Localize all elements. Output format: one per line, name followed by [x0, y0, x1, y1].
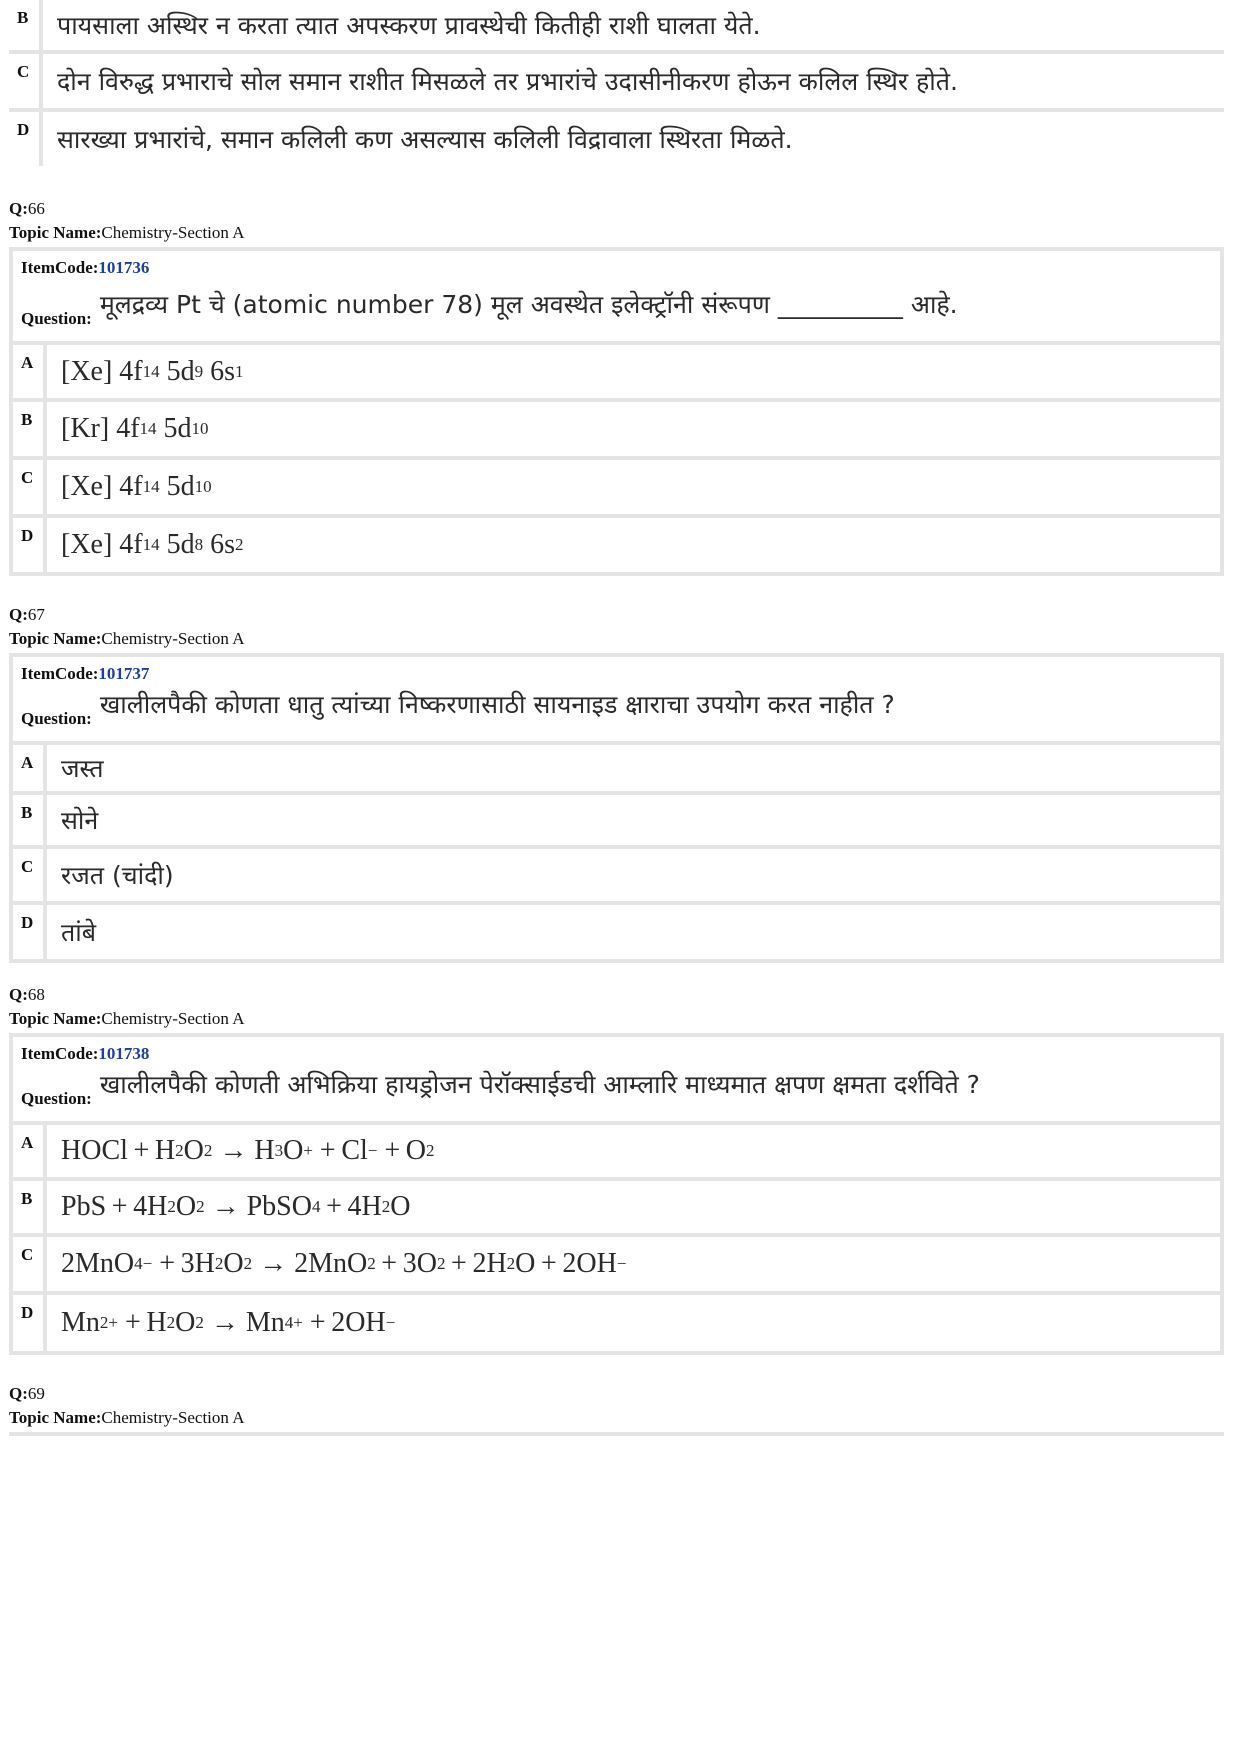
item-code: ItemCode:101737: [21, 664, 150, 683]
option-text: [Xe] 4f 14 5d 8 6s 2: [47, 518, 1220, 572]
question-text: खालीलपैकी कोणती अभिक्रिया हायड्रोजन पेरॉक्साईडची आम्लारि माध्यमात क्षपण क्षमता दर्शविते ?: [99, 1070, 980, 1099]
option-label: A: [13, 745, 43, 791]
option-row[interactable]: [9, 0, 1224, 50]
topic-name: Topic Name:Chemistry-Section A: [9, 1009, 245, 1028]
option-row[interactable]: [13, 345, 1220, 398]
option-text: [Xe] 4f 14 5d 9 6s 1: [47, 345, 1220, 398]
question-66-block: [9, 247, 1224, 576]
option-label: B: [13, 1181, 43, 1233]
option-label: C: [13, 1237, 43, 1291]
question-text: खालीलपैकी कोणता धातु त्यांच्या निष्करणासाठी सायनाइड क्षाराचा उपयोग करत नाहीत ?: [99, 690, 895, 719]
option-label: D: [9, 112, 39, 166]
section-divider: [9, 1432, 1224, 1436]
topic-name: Topic Name:Chemistry-Section A: [9, 223, 245, 242]
option-row[interactable]: [13, 905, 1220, 959]
option-row[interactable]: [13, 518, 1220, 572]
question-67-block: [9, 653, 1224, 963]
option-label: C: [13, 460, 43, 514]
option-label: C: [9, 54, 39, 108]
option-row[interactable]: [13, 1125, 1220, 1177]
option-text: सारख्या प्रभारांचे, समान कलिली कण असल्यास कलिली विद्रावाला स्थिरता मिळते.: [43, 112, 1224, 166]
option-text: दोन विरुद्ध प्रभाराचे सोल समान राशीत मिसळले तर प्रभारांचे उदासीनीकरण होऊन कलिल स्थिर होते.: [43, 54, 1224, 108]
option-text: जस्त: [47, 745, 1220, 791]
option-text: पायसाला अस्थिर न करता त्यात अपस्करण प्रावस्थेची कितीही राशी घालता येते.: [43, 0, 1224, 50]
option-row[interactable]: [13, 1237, 1220, 1291]
topic-name: Topic Name:Chemistry-Section A: [9, 1408, 245, 1427]
option-row[interactable]: [13, 849, 1220, 901]
option-row[interactable]: [9, 54, 1224, 108]
option-text: [Xe] 4f 14 5d 10: [47, 460, 1220, 514]
option-text: PbS + 4H 2 O 2 → PbSO 4 + 4H 2 O: [47, 1181, 1220, 1233]
option-text: 2MnO 4 − + 3H 2 O 2 → 2MnO 2 + 3O 2 + 2H 2 O + 2OH −: [47, 1237, 1220, 1291]
option-label: D: [13, 1295, 43, 1351]
option-row[interactable]: [13, 745, 1220, 791]
question-number: Q:68: [9, 985, 45, 1004]
item-code: ItemCode:101738: [21, 1044, 150, 1063]
option-label: B: [13, 402, 43, 456]
question-number: Q:66: [9, 199, 45, 218]
option-text: HOCl + H 2 O 2 → H 3 O + + Cl − + O 2: [47, 1125, 1220, 1177]
topic-name: Topic Name:Chemistry-Section A: [9, 629, 245, 648]
option-row[interactable]: [13, 1295, 1220, 1351]
option-row[interactable]: [13, 402, 1220, 456]
question-label: Question:: [21, 1089, 92, 1108]
option-text: तांबे: [47, 905, 1220, 959]
option-row[interactable]: [13, 460, 1220, 514]
option-row[interactable]: [13, 795, 1220, 845]
option-label: D: [13, 905, 43, 959]
option-text: रजत (चांदी): [47, 849, 1220, 901]
question-68-block: [9, 1033, 1224, 1355]
question-label: Question:: [21, 709, 92, 728]
option-label: A: [13, 1125, 43, 1177]
option-text: सोने: [47, 795, 1220, 845]
option-row[interactable]: [13, 1181, 1220, 1233]
question-number: Q:69: [9, 1384, 45, 1403]
option-label: A: [13, 345, 43, 398]
question-text: मूलद्रव्य Pt चे (atomic number 78) मूल अवस्थेत इलेक्ट्रॉनी संरूपण __________ आहे.: [99, 290, 958, 319]
question-number: Q:67: [9, 605, 45, 624]
option-label: B: [9, 0, 39, 50]
question-label: Question:: [21, 309, 92, 328]
option-text: Mn 2+ + H 2 O 2 → Mn 4+ + 2OH −: [47, 1295, 1220, 1351]
option-label: D: [13, 518, 43, 572]
option-row[interactable]: [9, 112, 1224, 166]
option-label: C: [13, 849, 43, 901]
option-text: [Kr] 4f 14 5d 10: [47, 402, 1220, 456]
option-label: B: [13, 795, 43, 845]
item-code: ItemCode:101736: [21, 258, 150, 277]
prev-question-options: [9, 0, 1224, 166]
